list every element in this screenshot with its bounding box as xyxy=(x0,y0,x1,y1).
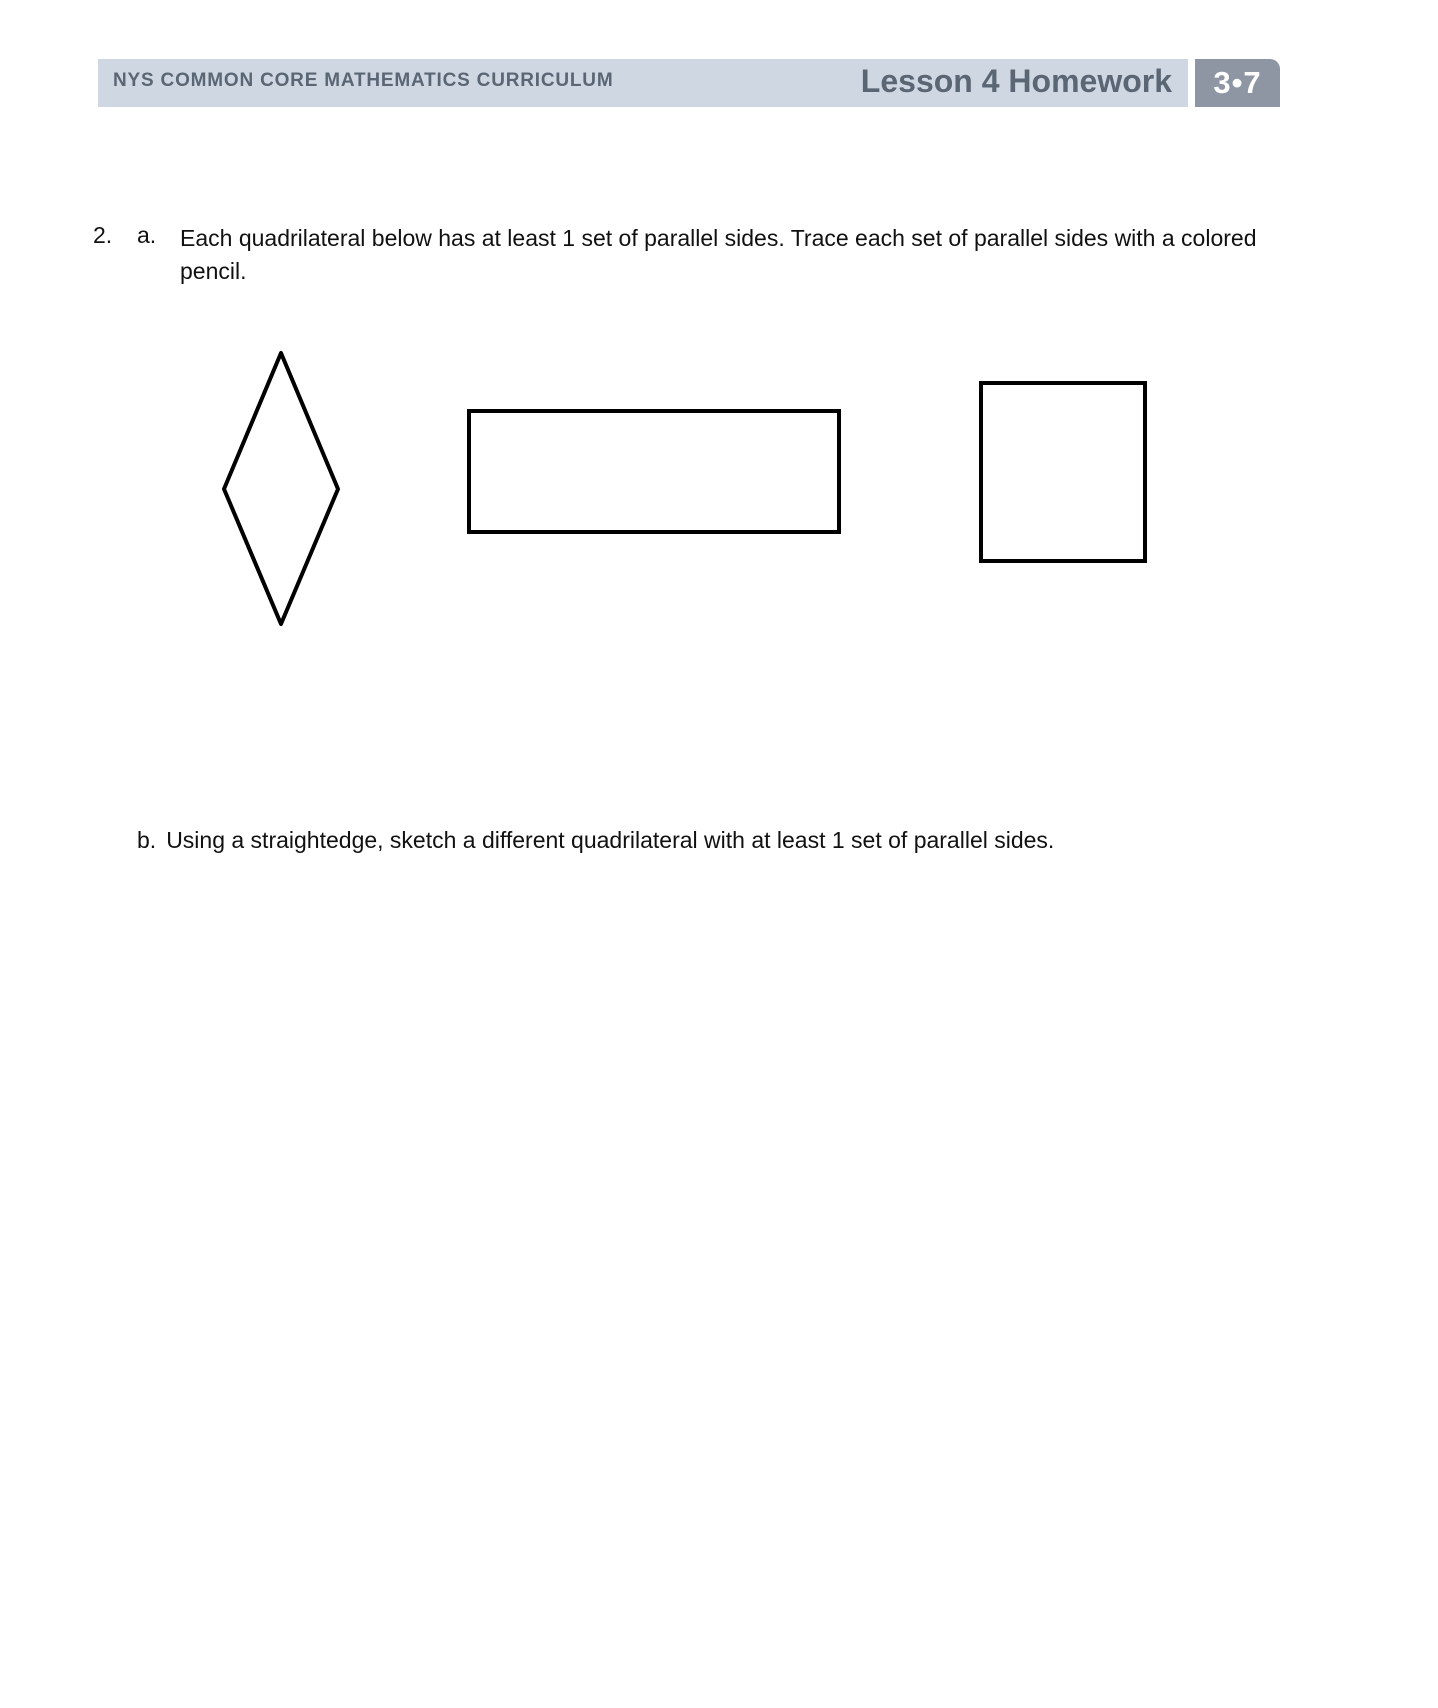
rectangle-shape xyxy=(469,411,839,532)
lesson-title: Lesson 4 Homework xyxy=(860,63,1172,99)
curriculum-label: NYS COMMON CORE MATHEMATICS CURRICULUM xyxy=(113,70,614,91)
grade-badge: 3•7 xyxy=(1195,59,1280,107)
part-b-label: b. xyxy=(137,827,157,853)
quadrilateral-figures xyxy=(0,0,1438,700)
part-b-instructions: Using a straightedge, sketch a different quadrilateral with at least 1 set of parallel sides. xyxy=(166,827,1055,853)
part-b xyxy=(137,827,1054,854)
question-number: 2. xyxy=(93,222,113,248)
part-a-instructions: Each quadrilateral below has at least 1 set of parallel sides. Trace each set of parallel sides with a colored pencil. xyxy=(180,225,1257,284)
part-a-label: a. xyxy=(137,222,157,248)
square-shape xyxy=(981,383,1145,561)
rhombus-shape xyxy=(224,353,338,624)
